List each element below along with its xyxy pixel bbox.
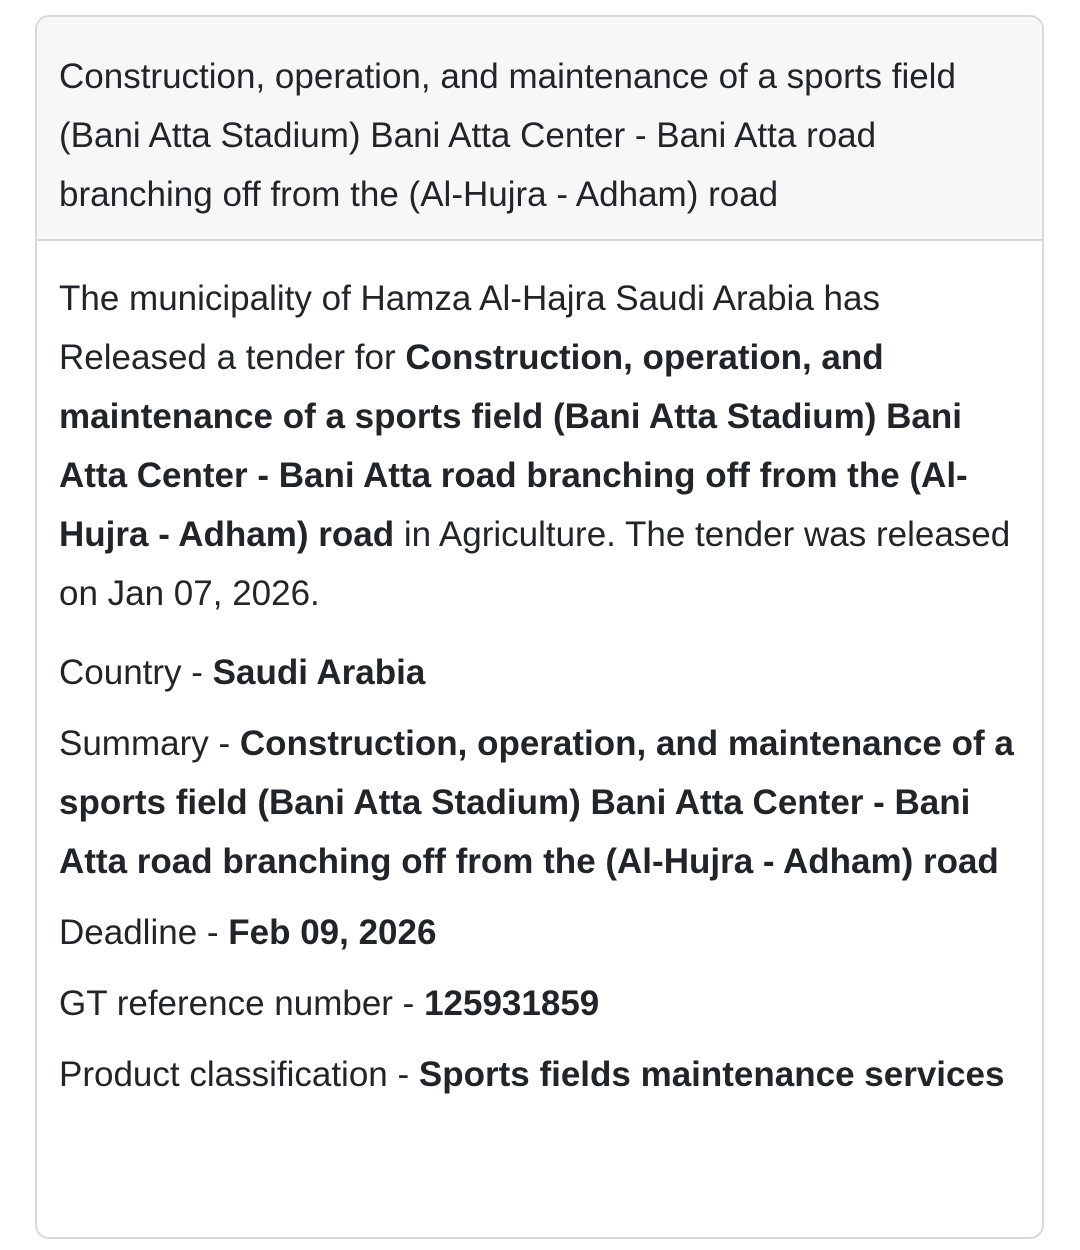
field-value: Sports fields maintenance services [418, 1055, 1005, 1094]
tender-card-body [37, 241, 1042, 1104]
field-value: Feb 09, 2026 [228, 913, 437, 952]
tender-description [59, 269, 1020, 623]
field-label: Summary - [59, 724, 240, 763]
field-label: Deadline - [59, 913, 229, 952]
field-product-classification [59, 1045, 1020, 1104]
field-country [59, 643, 1020, 702]
field-value: 125931859 [424, 984, 600, 1023]
tender-title: Construction, operation, and maintenance of a sports field (Bani Atta Stadium) Bani Atta Center - Bani Atta road branching off from the (Al-Hujra - Adham) road [59, 57, 956, 214]
field-label: GT reference number - [59, 984, 425, 1023]
field-summary [59, 714, 1020, 891]
tender-card [35, 15, 1044, 1239]
field-label: Product classification - [59, 1055, 419, 1094]
field-deadline [59, 903, 1020, 962]
field-value: Construction, operation, and maintenance of a sports field (Bani Atta Stadium) Bani Atta Center - Bani Atta road branching off from the (Al-Hujra - Adham) road [59, 724, 1014, 881]
description-title: Construction, operation, and maintenance of a sports field (Bani Atta Stadium) Bani Atta Center - Bani Atta road branching off from the (Al-Hujra - Adham) road [59, 338, 968, 554]
description-suffix: in Agriculture. The tender was released on Jan 07, 2026. [59, 515, 1011, 613]
description-prefix: The municipality of Hamza Al-Hajra Saudi Arabia has Released a tender for [59, 279, 880, 377]
field-label: Country - [59, 653, 213, 692]
tender-card-header [37, 17, 1042, 241]
field-value: Saudi Arabia [212, 653, 426, 692]
field-gt-reference-number [59, 974, 1020, 1033]
